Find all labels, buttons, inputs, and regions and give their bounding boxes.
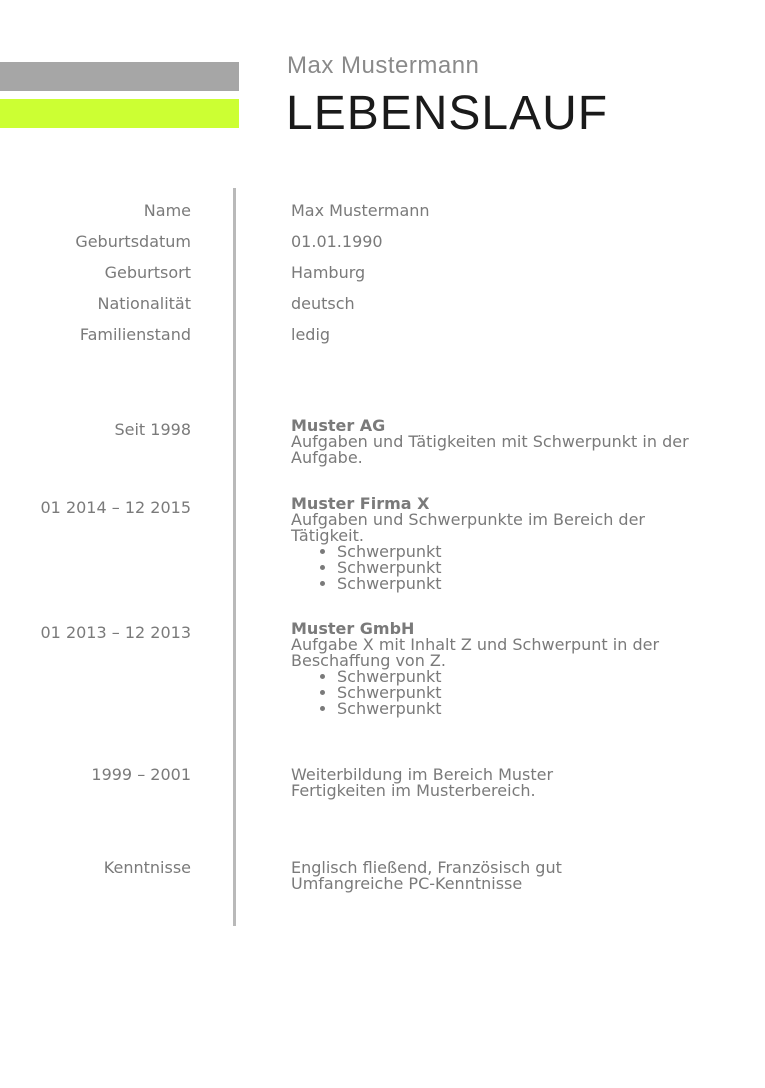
personal-label-name: Name (143, 201, 191, 220)
skills-label: Kenntnisse (103, 858, 191, 877)
personal-label-birthdate: Geburtsdatum (75, 232, 191, 251)
list-item: • Schwerpunkt (337, 544, 691, 560)
list-item: • Schwerpunkt (337, 669, 691, 685)
list-item: • Schwerpunkt (337, 560, 691, 576)
personal-label-marital-status: Familienstand (79, 325, 191, 344)
experience-company: Muster AG (291, 416, 386, 435)
experience-period: 01 2014 – 12 2015 (40, 498, 191, 517)
experience-description: Aufgaben und Tätigkeiten mit Schwerpunkt in der Aufgabe. (291, 432, 689, 467)
personal-value-name: Max Mustermann (291, 201, 430, 220)
list-item: • Schwerpunkt (337, 701, 691, 717)
personal-value-birthplace: Hamburg (291, 263, 366, 282)
experience-company: Muster GmbH (291, 619, 415, 638)
vertical-divider (233, 188, 236, 926)
page-title: LEBENSLAUF (286, 87, 609, 140)
experience-entry (291, 621, 691, 717)
skills-line: Umfangreiche PC-Kenntnisse (291, 874, 523, 893)
skills-line: Englisch fließend, Französisch gut (291, 858, 562, 877)
personal-value-nationality: deutsch (291, 294, 355, 313)
header-name: Max Mustermann (287, 52, 480, 79)
experience-period: 01 2013 – 12 2013 (40, 623, 191, 642)
education-entry (291, 767, 691, 799)
experience-description: Aufgabe X mit Inhalt Z und Schwerpunt in der Beschaffung von Z. (291, 635, 660, 670)
personal-value-birthdate: 01.01.1990 (291, 232, 383, 251)
experience-bullet-list (291, 544, 691, 592)
experience-entry (291, 418, 691, 466)
education-period: 1999 – 2001 (91, 765, 191, 784)
personal-value-marital-status: ledig (291, 325, 331, 344)
list-item: • Schwerpunkt (337, 685, 691, 701)
header-bar-gray (0, 62, 239, 91)
experience-description: Aufgaben und Schwerpunkte im Bereich der Tätigkeit. (291, 510, 645, 545)
education-line: Fertigkeiten im Musterbereich. (291, 781, 536, 800)
experience-period: Seit 1998 (114, 420, 191, 439)
experience-entry (291, 496, 691, 592)
personal-label-birthplace: Geburtsort (104, 263, 191, 282)
list-item: • Schwerpunkt (337, 576, 691, 592)
skills-entry (291, 860, 691, 892)
education-line: Weiterbildung im Bereich Muster (291, 765, 554, 784)
experience-bullet-list (291, 669, 691, 717)
experience-company: Muster Firma X (291, 494, 430, 513)
personal-label-nationality: Nationalität (97, 294, 191, 313)
header-bar-lime (0, 99, 239, 128)
